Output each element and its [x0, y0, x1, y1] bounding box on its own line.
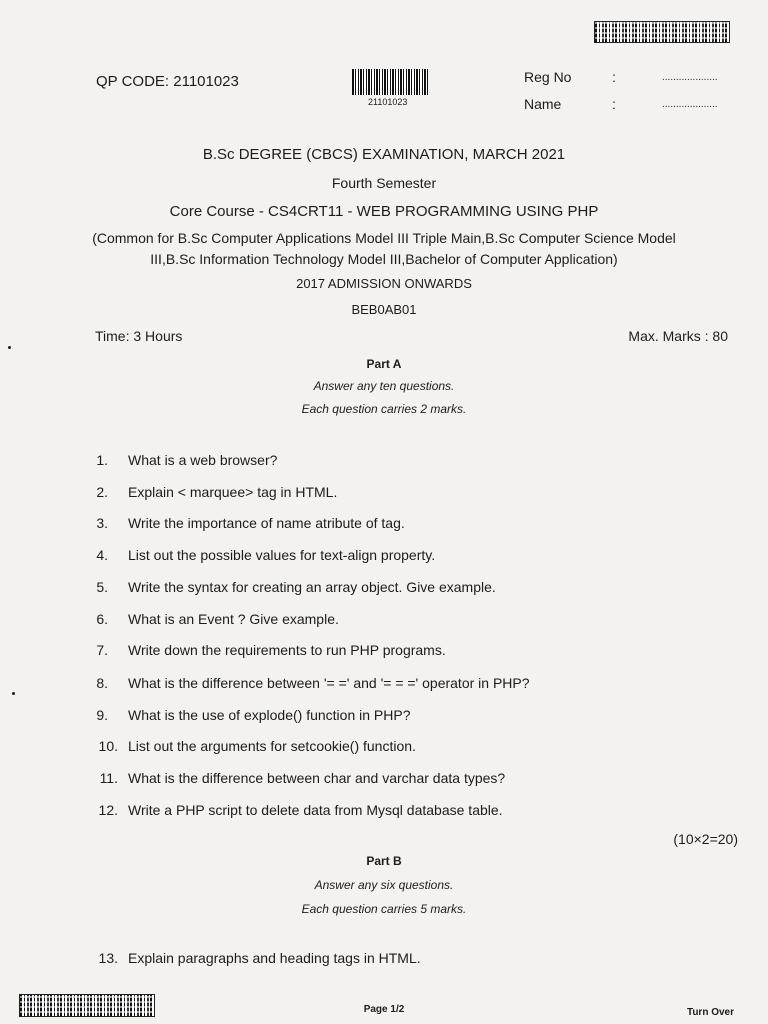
question-number: 1.: [96, 452, 108, 468]
part-a-marks-total: (10×2=20): [673, 831, 738, 847]
question-text: What is the use of explode() function in PHP?: [128, 707, 411, 723]
question-number: 7.: [96, 642, 108, 658]
question-number: 13.: [98, 950, 118, 966]
question-text: What is the difference between char and varchar data types?: [128, 770, 506, 786]
part-a-instruction-2: Each question carries 2 marks.: [301, 402, 467, 416]
question-text: Explain paragraphs and heading tags in HTML.: [128, 950, 421, 966]
top-qr-code: [594, 21, 730, 43]
question-number: 8.: [96, 675, 108, 691]
page-number: Page 1/2: [363, 1004, 405, 1015]
question-text: Write the importance of name atribute of tag.: [128, 515, 405, 531]
question-text: Write a PHP script to delete data from Mysql database table.: [128, 802, 503, 818]
name-colon: :: [612, 96, 616, 112]
reg-no-colon: :: [612, 69, 616, 85]
reg-no-field[interactable]: ....................: [662, 72, 718, 83]
qp-code: QP CODE: 21101023: [96, 73, 239, 90]
question-number: 6.: [96, 611, 108, 627]
question-number: 12.: [98, 802, 118, 818]
center-barcode: [352, 69, 428, 95]
question-text: List out the arguments for setcookie() function.: [128, 738, 416, 754]
question-text: Explain < marquee> tag in HTML.: [128, 484, 338, 500]
question-number: 5.: [96, 579, 108, 595]
barcode-number: 21101023: [368, 97, 408, 107]
time-allowed: Time: 3 Hours: [95, 328, 183, 344]
common-line-1: (Common for B.Sc Computer Applications Model III Triple Main,B.Sc Computer Science Model: [92, 230, 676, 246]
question-text: What is the difference between '= =' and '= = =' operator in PHP?: [128, 675, 530, 691]
question-text: Write down the requirements to run PHP programs.: [128, 642, 446, 658]
scan-speck: [8, 346, 11, 349]
question-text: List out the possible values for text-align property.: [128, 547, 436, 563]
common-line-2: III,B.Sc Information Technology Model III,Bachelor of Computer Application): [150, 251, 618, 267]
reg-no-label: Reg No: [524, 69, 572, 85]
part-b-instruction-2: Each question carries 5 marks.: [301, 902, 467, 916]
question-number: 4.: [96, 547, 108, 563]
question-number: 9.: [96, 707, 108, 723]
question-text: Write the syntax for creating an array object. Give example.: [128, 579, 496, 595]
exam-title: B.Sc DEGREE (CBCS) EXAMINATION, MARCH 2021: [202, 146, 566, 163]
paper-code: BEB0AB01: [351, 302, 417, 317]
course-title: Core Course - CS4CRT11 - WEB PROGRAMMING USING PHP: [169, 203, 599, 220]
question-number: 10.: [98, 738, 118, 754]
name-field[interactable]: ....................: [662, 99, 718, 110]
part-b-instruction-1: Answer any six questions.: [314, 878, 454, 892]
scan-speck: [12, 692, 15, 695]
name-label: Name: [524, 96, 562, 112]
semester: Fourth Semester: [331, 175, 437, 191]
part-a-instruction-1: Answer any ten questions.: [313, 379, 455, 393]
question-text: What is a web browser?: [128, 452, 278, 468]
part-a-heading: Part A: [366, 357, 402, 371]
turn-over: Turn Over: [686, 1007, 734, 1018]
question-number: 2.: [96, 484, 108, 500]
question-text: What is an Event ? Give example.: [128, 611, 339, 627]
admission: 2017 ADMISSION ONWARDS: [296, 276, 472, 291]
question-number: 11.: [99, 770, 118, 786]
max-marks: Max. Marks : 80: [628, 328, 728, 344]
part-b-heading: Part B: [366, 854, 402, 868]
question-number: 3.: [96, 515, 108, 531]
